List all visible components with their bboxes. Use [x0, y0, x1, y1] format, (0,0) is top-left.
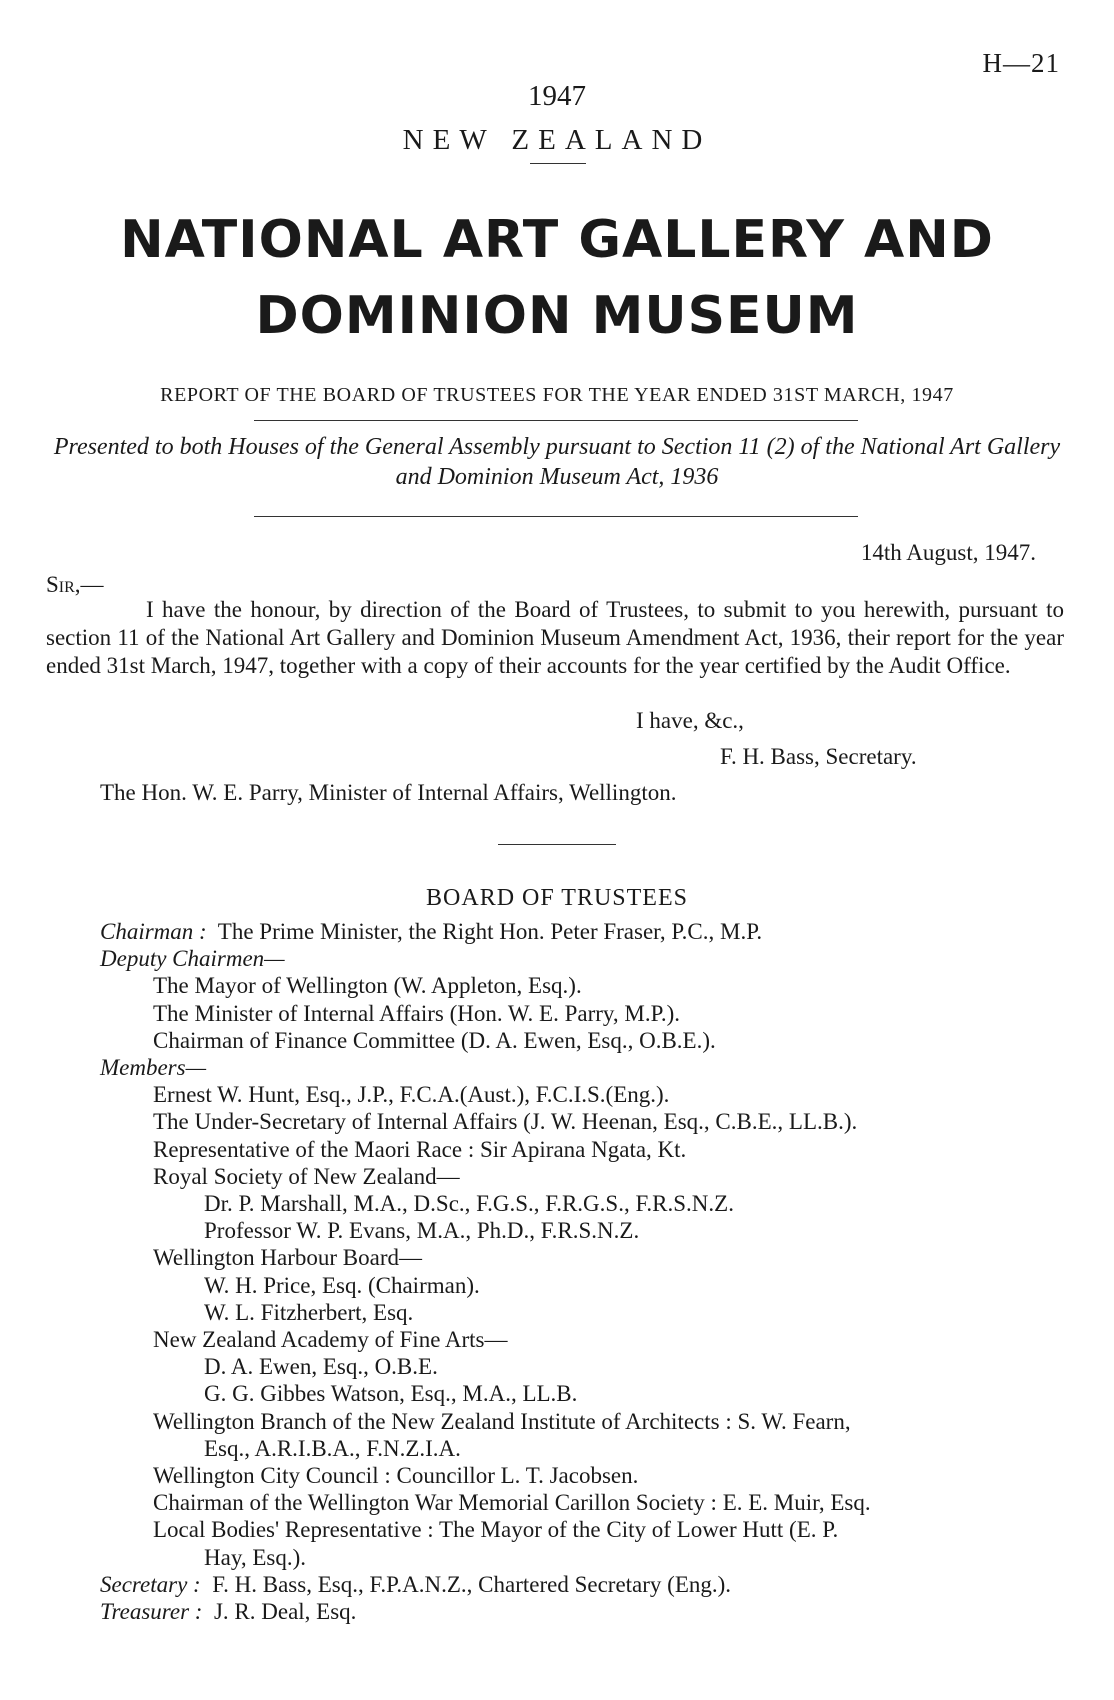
treasurer-label: Treasurer :: [100, 1599, 203, 1625]
member-subitem: G. G. Gibbes Watson, Esq., M.A., LL.B.: [204, 1381, 578, 1407]
member-item: The Under-Secretary of Internal Affairs (J. W. Heenan, Esq., C.B.E., LL.B.).: [153, 1109, 858, 1135]
member-subitem: Dr. P. Marshall, M.A., D.Sc., F.G.S., F.R.G.S., F.R.S.N.Z.: [204, 1191, 734, 1217]
secretary-name: F. H. Bass, Esq., F.P.A.N.Z., Chartered Secretary (Eng.).: [212, 1571, 732, 1597]
chairman-line: [100, 918, 871, 945]
member-continuation: Hay, Esq.).: [204, 1544, 306, 1570]
letter-addressee: The Hon. W. E. Parry, Minister of Internal Affairs, Wellington.: [100, 780, 677, 805]
letter-signature: F. H. Bass, Secretary.: [720, 744, 917, 769]
secretary-line: [100, 1571, 871, 1598]
treasurer-line: [100, 1598, 871, 1625]
country-heading: NEW ZEALAND: [402, 124, 712, 156]
chairman-name: The Prime Minister, the Right Hon. Peter Fraser, P.C., M.P.: [217, 919, 763, 944]
member-continuation: Esq., A.R.I.B.A., F.N.Z.I.A.: [204, 1435, 461, 1461]
member-item: Royal Society of New Zealand—: [153, 1163, 460, 1189]
report-title-line-2: DOMINION MUSEUM: [255, 286, 859, 346]
report-subtitle: REPORT OF THE BOARD OF TRUSTEES FOR THE YEAR ENDED 31ST MARCH, 1947: [160, 384, 954, 406]
member-subitem: Professor W. P. Evans, M.A., Ph.D., F.R.S.N.Z.: [204, 1218, 640, 1244]
divider: [254, 516, 858, 517]
deputy-label: Deputy Chairmen—: [100, 946, 285, 972]
secretary-label: Secretary :: [100, 1571, 201, 1597]
report-title-line-1: NATIONAL ART GALLERY AND: [120, 210, 994, 270]
short-divider: [498, 844, 616, 845]
member-item: Local Bodies' Representative : The Mayor of the City of Lower Hutt (E. P.: [153, 1517, 839, 1543]
short-divider: [530, 163, 586, 164]
member-subitem: W. L. Fitzherbert, Esq.: [204, 1299, 414, 1325]
letter-salutation: Sir,—: [46, 572, 104, 597]
letter-date: 14th August, 1947.: [860, 540, 1036, 565]
treasurer-name: J. R. Deal, Esq.: [213, 1599, 357, 1625]
member-item: Wellington City Council : Councillor L. T. Jacobsen.: [153, 1463, 639, 1489]
member-item: Representative of the Maori Race : Sir Apirana Ngata, Kt.: [153, 1136, 687, 1162]
page-reference: H—21: [982, 48, 1060, 78]
letter-closing: I have, &c.,: [636, 708, 744, 733]
member-item: Ernest W. Hunt, Esq., J.P., F.C.A.(Aust.), F.C.I.S.(Eng.).: [153, 1082, 670, 1108]
member-item: New Zealand Academy of Fine Arts—: [153, 1327, 508, 1353]
members-label: Members—: [100, 1055, 207, 1081]
board-roster: [100, 918, 871, 1625]
deputy-item: Chairman of Finance Committee (D. A. Ewen, Esq., O.B.E.).: [153, 1027, 716, 1053]
member-subitem: D. A. Ewen, Esq., O.B.E.: [204, 1354, 438, 1380]
member-subitem: W. H. Price, Esq. (Chairman).: [204, 1272, 480, 1298]
member-item: Wellington Harbour Board—: [153, 1245, 422, 1271]
presentation-note: Presented to both Houses of the General Assembly pursuant to Section 11 (2) of the National Art Gallery and Dominion Museum Act, 1936: [53, 434, 1061, 490]
chairman-label: Chairman :: [100, 919, 207, 944]
member-item: Chairman of the Wellington War Memorial Carillon Society : E. E. Muir, Esq.: [153, 1490, 871, 1516]
letter-body: I have the honour, by direction of the Board of Trustees, to submit to you herewith, pursuant to section 11 of the National Art Gallery and Dominion Museum Amendment Act, 1936, their report for the year ended 31st March, 1947, together with a copy of their accounts for the year certified by the Audit Office.: [46, 597, 1064, 678]
board-heading: BOARD OF TRUSTEES: [426, 885, 688, 911]
document-year: 1947: [528, 80, 586, 112]
divider: [254, 420, 858, 421]
deputy-item: The Mayor of Wellington (W. Appleton, Esq.).: [153, 973, 582, 999]
member-item: Wellington Branch of the New Zealand Institute of Architects : S. W. Fearn,: [153, 1408, 851, 1434]
deputy-item: The Minister of Internal Affairs (Hon. W. E. Parry, M.P.).: [153, 1000, 681, 1026]
